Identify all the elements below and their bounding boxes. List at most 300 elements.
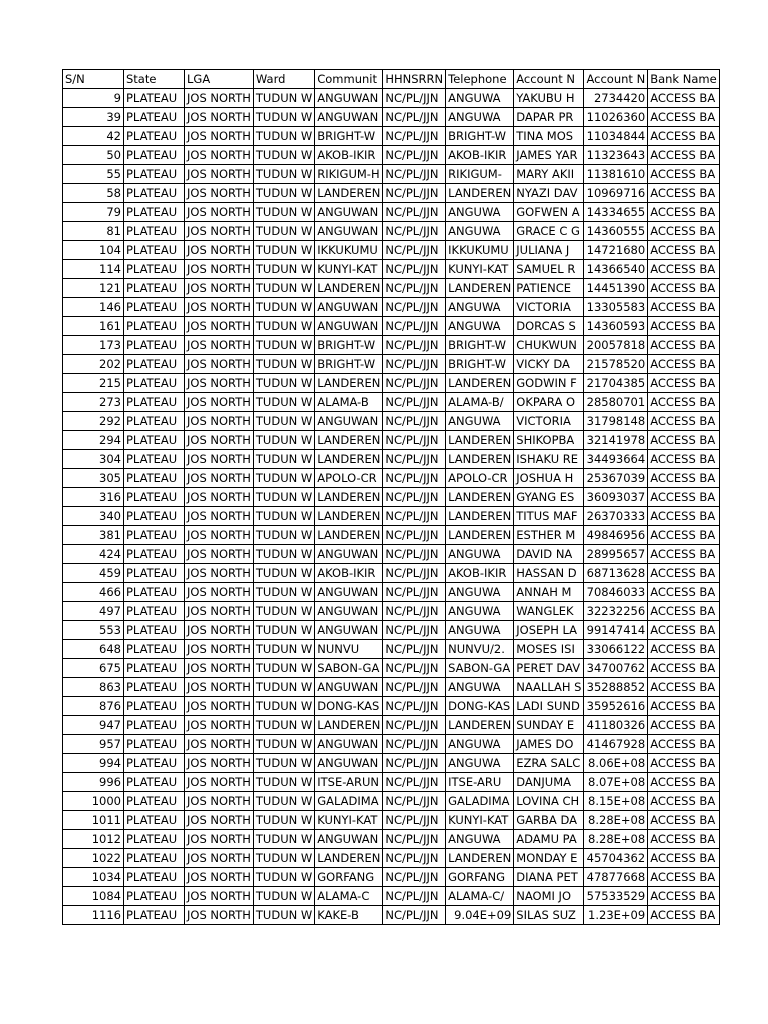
table-cell[interactable]: JOS NORTH [185,336,254,355]
table-cell[interactable]: ACCESS BA [648,526,719,545]
header-cell[interactable]: Account N [584,70,648,89]
table-cell[interactable]: 8.28E+08 [584,830,648,849]
table-cell[interactable]: 2734420 [584,89,648,108]
table-cell[interactable]: TUDUN W [253,336,314,355]
table-cell[interactable]: ACCESS BA [648,792,719,811]
table-cell[interactable]: LANDEREN [315,450,383,469]
table-cell[interactable]: NC/PL/JJN [383,583,446,602]
table-cell[interactable]: 876 [63,697,124,716]
table-cell[interactable]: NC/PL/JJN [383,241,446,260]
table-cell[interactable]: TUDUN W [253,165,314,184]
table-cell[interactable]: 11381610 [584,165,648,184]
table-cell[interactable]: SHIKOPBA [514,431,584,450]
table-cell[interactable]: SAMUEL R [514,260,584,279]
table-cell[interactable]: 1012 [63,830,124,849]
table-cell[interactable]: JOS NORTH [185,811,254,830]
table-cell[interactable]: TUDUN W [253,203,314,222]
table-cell[interactable]: 20057818 [584,336,648,355]
table-cell[interactable]: OKPARA O [514,393,584,412]
table-cell[interactable]: PLATEAU [124,260,185,279]
table-cell[interactable]: 161 [63,317,124,336]
table-cell[interactable]: PLATEAU [124,89,185,108]
table-cell[interactable]: NC/PL/JJN [383,526,446,545]
table-cell[interactable]: PLATEAU [124,640,185,659]
table-cell[interactable]: LADI SUND [514,697,584,716]
table-cell[interactable]: BRIGHT-W [446,336,514,355]
table-cell[interactable]: ACCESS BA [648,241,719,260]
table-cell[interactable]: NC/PL/JJN [383,792,446,811]
table-cell[interactable]: ACCESS BA [648,583,719,602]
table-cell[interactable]: GYANG ES [514,488,584,507]
header-cell[interactable]: Account N [514,70,584,89]
table-cell[interactable]: PLATEAU [124,412,185,431]
table-cell[interactable]: ACCESS BA [648,184,719,203]
table-cell[interactable]: 1.23E+09 [584,906,648,925]
table-cell[interactable]: IKKUKUMU [315,241,383,260]
table-cell[interactable]: LANDEREN [446,716,514,735]
table-cell[interactable]: 863 [63,678,124,697]
table-cell[interactable]: DAVID NA [514,545,584,564]
table-cell[interactable]: JOS NORTH [185,526,254,545]
table-cell[interactable]: DONG-KAS [446,697,514,716]
table-cell[interactable]: ACCESS BA [648,773,719,792]
table-cell[interactable]: 11026360 [584,108,648,127]
table-cell[interactable]: 14360555 [584,222,648,241]
table-cell[interactable]: ANGUWA [446,89,514,108]
table-cell[interactable]: 33066122 [584,640,648,659]
table-cell[interactable]: ACCESS BA [648,564,719,583]
table-cell[interactable]: 34493664 [584,450,648,469]
table-cell[interactable]: EZRA SALC [514,754,584,773]
table-cell[interactable]: ANGUWAN [315,317,383,336]
table-cell[interactable]: JOS NORTH [185,203,254,222]
table-cell[interactable]: NC/PL/JJN [383,830,446,849]
table-cell[interactable]: ACCESS BA [648,279,719,298]
table-cell[interactable]: ANGUWAN [315,602,383,621]
table-cell[interactable]: NC/PL/JJN [383,127,446,146]
table-cell[interactable]: 294 [63,431,124,450]
header-cell[interactable]: State [124,70,185,89]
table-cell[interactable]: GALADIMA [446,792,514,811]
table-cell[interactable]: NUNVU/2. [446,640,514,659]
table-cell[interactable]: JOS NORTH [185,773,254,792]
table-cell[interactable]: PLATEAU [124,431,185,450]
table-cell[interactable]: DONG-KAS [315,697,383,716]
table-cell[interactable]: 42 [63,127,124,146]
table-cell[interactable]: LANDEREN [446,507,514,526]
table-cell[interactable]: 14721680 [584,241,648,260]
table-cell[interactable]: ACCESS BA [648,393,719,412]
table-cell[interactable]: PLATEAU [124,849,185,868]
table-cell[interactable]: 273 [63,393,124,412]
table-cell[interactable]: ADAMU PA [514,830,584,849]
table-cell[interactable]: JOS NORTH [185,146,254,165]
table-cell[interactable]: SILAS SUZ [514,906,584,925]
table-cell[interactable]: JOS NORTH [185,659,254,678]
table-cell[interactable]: NC/PL/JJN [383,336,446,355]
table-cell[interactable]: NC/PL/JJN [383,89,446,108]
table-cell[interactable]: AKOB-IKIR [315,564,383,583]
table-cell[interactable]: JOSHUA H [514,469,584,488]
table-cell[interactable]: ANGUWAN [315,754,383,773]
table-cell[interactable]: BRIGHT-W [446,355,514,374]
table-cell[interactable]: TUDUN W [253,488,314,507]
table-cell[interactable]: JOSEPH LA [514,621,584,640]
table-cell[interactable]: ANGUWA [446,830,514,849]
table-cell[interactable]: PLATEAU [124,336,185,355]
table-cell[interactable]: ACCESS BA [648,602,719,621]
table-cell[interactable]: ANGUWAN [315,298,383,317]
table-cell[interactable]: 553 [63,621,124,640]
table-cell[interactable]: 47877668 [584,868,648,887]
table-cell[interactable]: LANDEREN [315,184,383,203]
table-cell[interactable]: LANDEREN [315,488,383,507]
table-cell[interactable]: LANDEREN [315,716,383,735]
table-cell[interactable]: ANGUWAN [315,222,383,241]
table-cell[interactable]: LANDEREN [446,374,514,393]
table-cell[interactable]: VICKY DA [514,355,584,374]
table-cell[interactable]: ANGUWA [446,735,514,754]
table-cell[interactable]: 11323643 [584,146,648,165]
table-cell[interactable]: TINA MOS [514,127,584,146]
table-cell[interactable]: ANGUWAN [315,621,383,640]
table-cell[interactable]: 34700762 [584,659,648,678]
table-cell[interactable]: NC/PL/JJN [383,640,446,659]
table-cell[interactable]: TUDUN W [253,678,314,697]
table-cell[interactable]: JOS NORTH [185,849,254,868]
table-cell[interactable]: NC/PL/JJN [383,659,446,678]
table-cell[interactable]: 14360593 [584,317,648,336]
table-cell[interactable]: TUDUN W [253,754,314,773]
table-cell[interactable]: 31798148 [584,412,648,431]
table-cell[interactable]: ANGUWAN [315,583,383,602]
table-cell[interactable]: TUDUN W [253,450,314,469]
table-cell[interactable]: LANDEREN [446,279,514,298]
table-cell[interactable]: ACCESS BA [648,127,719,146]
table-cell[interactable]: ALAMA-C [315,887,383,906]
table-cell[interactable]: LANDEREN [315,526,383,545]
table-cell[interactable]: TUDUN W [253,906,314,925]
table-cell[interactable]: TITUS MAF [514,507,584,526]
table-cell[interactable]: LANDEREN [315,431,383,450]
table-cell[interactable]: GORFANG [315,868,383,887]
table-cell[interactable]: 36093037 [584,488,648,507]
table-cell[interactable]: ACCESS BA [648,317,719,336]
table-cell[interactable]: PLATEAU [124,678,185,697]
table-cell[interactable]: SABON-GA [446,659,514,678]
table-cell[interactable]: ANGUWA [446,317,514,336]
table-cell[interactable]: ANGUWAN [315,678,383,697]
table-cell[interactable]: NC/PL/JJN [383,279,446,298]
table-cell[interactable]: DIANA PET [514,868,584,887]
table-cell[interactable]: NC/PL/JJN [383,488,446,507]
table-cell[interactable]: JOS NORTH [185,583,254,602]
table-cell[interactable]: 8.06E+08 [584,754,648,773]
header-cell[interactable]: Ward [253,70,314,89]
table-cell[interactable]: TUDUN W [253,830,314,849]
table-cell[interactable]: 68713628 [584,564,648,583]
table-cell[interactable]: TUDUN W [253,735,314,754]
table-cell[interactable]: 9 [63,89,124,108]
table-cell[interactable]: SUNDAY E [514,716,584,735]
table-cell[interactable]: MARY AKII [514,165,584,184]
table-cell[interactable]: LANDEREN [446,431,514,450]
table-cell[interactable]: TUDUN W [253,260,314,279]
table-cell[interactable]: TUDUN W [253,564,314,583]
table-cell[interactable]: PLATEAU [124,355,185,374]
table-cell[interactable]: 57533529 [584,887,648,906]
table-cell[interactable]: AKOB-IKIR [446,146,514,165]
table-cell[interactable]: ISHAKU RE [514,450,584,469]
table-cell[interactable]: PLATEAU [124,526,185,545]
table-cell[interactable]: TUDUN W [253,298,314,317]
table-cell[interactable]: NC/PL/JJN [383,735,446,754]
table-cell[interactable]: JOS NORTH [185,716,254,735]
table-cell[interactable]: NC/PL/JJN [383,697,446,716]
table-cell[interactable]: BRIGHT-W [446,127,514,146]
table-cell[interactable]: ACCESS BA [648,887,719,906]
table-cell[interactable]: PLATEAU [124,602,185,621]
table-cell[interactable]: 202 [63,355,124,374]
table-cell[interactable]: PLATEAU [124,773,185,792]
table-cell[interactable]: TUDUN W [253,887,314,906]
table-cell[interactable]: ACCESS BA [648,146,719,165]
table-cell[interactable]: 947 [63,716,124,735]
table-cell[interactable]: JOS NORTH [185,640,254,659]
table-cell[interactable]: JOS NORTH [185,507,254,526]
table-cell[interactable]: NC/PL/JJN [383,754,446,773]
table-cell[interactable]: TUDUN W [253,184,314,203]
table-cell[interactable]: PLATEAU [124,621,185,640]
table-cell[interactable]: PLATEAU [124,108,185,127]
table-cell[interactable]: ANGUWAN [315,735,383,754]
table-cell[interactable]: NC/PL/JJN [383,811,446,830]
table-cell[interactable]: NC/PL/JJN [383,868,446,887]
table-cell[interactable]: 35952616 [584,697,648,716]
table-cell[interactable]: 497 [63,602,124,621]
table-cell[interactable]: PLATEAU [124,127,185,146]
table-cell[interactable]: NC/PL/JJN [383,317,446,336]
table-cell[interactable]: KUNYI-KAT [315,260,383,279]
table-cell[interactable]: TUDUN W [253,431,314,450]
table-cell[interactable]: NC/PL/JJN [383,621,446,640]
table-cell[interactable]: 14334655 [584,203,648,222]
table-cell[interactable]: ANGUWAN [315,203,383,222]
table-cell[interactable]: PLATEAU [124,165,185,184]
table-cell[interactable]: WANGLEK [514,602,584,621]
table-cell[interactable]: PLATEAU [124,507,185,526]
table-cell[interactable]: JOS NORTH [185,89,254,108]
table-cell[interactable]: NC/PL/JJN [383,298,446,317]
table-cell[interactable]: NC/PL/JJN [383,716,446,735]
table-cell[interactable]: PLATEAU [124,393,185,412]
table-cell[interactable]: JOS NORTH [185,830,254,849]
table-cell[interactable]: JOS NORTH [185,754,254,773]
table-cell[interactable]: 996 [63,773,124,792]
table-cell[interactable]: ACCESS BA [648,165,719,184]
table-cell[interactable]: JOS NORTH [185,792,254,811]
table-cell[interactable]: ACCESS BA [648,469,719,488]
table-cell[interactable]: ANGUWA [446,203,514,222]
table-cell[interactable]: PLATEAU [124,146,185,165]
table-cell[interactable]: JOS NORTH [185,108,254,127]
table-cell[interactable]: TUDUN W [253,811,314,830]
table-cell[interactable]: DANJUMA [514,773,584,792]
table-cell[interactable]: ANGUWA [446,678,514,697]
table-cell[interactable]: JOS NORTH [185,735,254,754]
table-cell[interactable]: 340 [63,507,124,526]
table-cell[interactable]: ACCESS BA [648,621,719,640]
table-cell[interactable]: DORCAS S [514,317,584,336]
table-cell[interactable]: MOSES ISI [514,640,584,659]
table-cell[interactable]: JULIANA J [514,241,584,260]
table-cell[interactable]: 215 [63,374,124,393]
table-cell[interactable]: PLATEAU [124,241,185,260]
table-cell[interactable]: LANDEREN [446,849,514,868]
table-cell[interactable]: NC/PL/JJN [383,507,446,526]
table-cell[interactable]: ANGUWA [446,602,514,621]
table-cell[interactable]: 424 [63,545,124,564]
table-cell[interactable]: MONDAY E [514,849,584,868]
table-cell[interactable]: NC/PL/JJN [383,431,446,450]
table-cell[interactable]: JOS NORTH [185,127,254,146]
table-cell[interactable]: JOS NORTH [185,279,254,298]
table-cell[interactable]: 9.04E+09 [446,906,514,925]
table-cell[interactable]: ANGUWA [446,298,514,317]
table-cell[interactable]: CHUKWUN [514,336,584,355]
table-cell[interactable]: ACCESS BA [648,89,719,108]
table-cell[interactable]: 11034844 [584,127,648,146]
table-cell[interactable]: NC/PL/JJN [383,108,446,127]
table-cell[interactable]: 14451390 [584,279,648,298]
table-cell[interactable]: TUDUN W [253,507,314,526]
table-cell[interactable]: 45704362 [584,849,648,868]
table-cell[interactable]: PLATEAU [124,317,185,336]
table-cell[interactable]: ACCESS BA [648,488,719,507]
header-cell[interactable]: LGA [185,70,254,89]
table-cell[interactable]: PLATEAU [124,868,185,887]
table-cell[interactable]: NAOMI JO [514,887,584,906]
header-cell[interactable]: Telephone [446,70,514,89]
table-cell[interactable]: NC/PL/JJN [383,849,446,868]
table-cell[interactable]: RIKIGUM- [446,165,514,184]
table-cell[interactable]: LANDEREN [315,374,383,393]
table-cell[interactable]: JOS NORTH [185,393,254,412]
table-cell[interactable]: GARBA DA [514,811,584,830]
table-cell[interactable]: ACCESS BA [648,811,719,830]
table-cell[interactable]: 8.28E+08 [584,811,648,830]
table-cell[interactable]: 41180326 [584,716,648,735]
table-cell[interactable]: 10969716 [584,184,648,203]
table-cell[interactable]: PLATEAU [124,279,185,298]
table-cell[interactable]: LOVINA CH [514,792,584,811]
table-cell[interactable]: JOS NORTH [185,298,254,317]
table-cell[interactable]: TUDUN W [253,716,314,735]
table-cell[interactable]: 81 [63,222,124,241]
table-cell[interactable]: 50 [63,146,124,165]
table-cell[interactable]: 114 [63,260,124,279]
table-cell[interactable]: 1116 [63,906,124,925]
table-cell[interactable]: JOS NORTH [185,260,254,279]
table-cell[interactable]: 305 [63,469,124,488]
table-cell[interactable]: ACCESS BA [648,545,719,564]
table-cell[interactable]: ACCESS BA [648,754,719,773]
table-cell[interactable]: 1034 [63,868,124,887]
table-cell[interactable]: JAMES YAR [514,146,584,165]
table-cell[interactable]: PLATEAU [124,792,185,811]
table-cell[interactable]: ANGUWAN [315,412,383,431]
table-cell[interactable]: TUDUN W [253,621,314,640]
table-cell[interactable]: GORFANG [446,868,514,887]
table-cell[interactable]: ALAMA-B [315,393,383,412]
table-cell[interactable]: JOS NORTH [185,488,254,507]
table-cell[interactable]: 35288852 [584,678,648,697]
table-cell[interactable]: GOFWEN A [514,203,584,222]
table-cell[interactable]: 1084 [63,887,124,906]
table-cell[interactable]: ACCESS BA [648,830,719,849]
table-cell[interactable]: PLATEAU [124,545,185,564]
table-cell[interactable]: GALADIMA [315,792,383,811]
table-cell[interactable]: 26370333 [584,507,648,526]
table-cell[interactable]: JOS NORTH [185,887,254,906]
header-cell[interactable]: S/N [63,70,124,89]
table-cell[interactable]: ANGUWAN [315,108,383,127]
header-cell[interactable]: Bank Name [648,70,719,89]
table-cell[interactable]: TUDUN W [253,317,314,336]
table-cell[interactable]: ITSE-ARU [446,773,514,792]
table-cell[interactable]: KUNYI-KAT [446,811,514,830]
table-cell[interactable]: TUDUN W [253,659,314,678]
table-cell[interactable]: JOS NORTH [185,906,254,925]
table-cell[interactable]: TUDUN W [253,792,314,811]
table-cell[interactable]: JOS NORTH [185,355,254,374]
table-cell[interactable]: TUDUN W [253,279,314,298]
header-cell[interactable]: Communit [315,70,383,89]
table-cell[interactable]: 459 [63,564,124,583]
table-cell[interactable]: JOS NORTH [185,222,254,241]
table-cell[interactable]: ALAMA-C/ [446,887,514,906]
table-cell[interactable]: LANDEREN [315,507,383,526]
table-cell[interactable]: 58 [63,184,124,203]
table-cell[interactable]: 99147414 [584,621,648,640]
table-cell[interactable]: APOLO-CR [315,469,383,488]
table-cell[interactable]: 13305583 [584,298,648,317]
table-cell[interactable]: PLATEAU [124,716,185,735]
table-cell[interactable]: NUNVU [315,640,383,659]
table-cell[interactable]: 49846956 [584,526,648,545]
table-cell[interactable]: 121 [63,279,124,298]
table-cell[interactable]: NC/PL/JJN [383,469,446,488]
table-cell[interactable]: TUDUN W [253,697,314,716]
table-cell[interactable]: 648 [63,640,124,659]
table-cell[interactable]: ANGUWA [446,754,514,773]
table-cell[interactable]: ANNAH M [514,583,584,602]
table-cell[interactable]: ACCESS BA [648,716,719,735]
table-cell[interactable]: 32141978 [584,431,648,450]
table-cell[interactable]: 1011 [63,811,124,830]
table-cell[interactable]: GODWIN F [514,374,584,393]
table-cell[interactable]: PLATEAU [124,469,185,488]
table-cell[interactable]: KAKE-B [315,906,383,925]
table-cell[interactable]: TUDUN W [253,374,314,393]
table-cell[interactable]: PLATEAU [124,374,185,393]
table-cell[interactable]: NC/PL/JJN [383,203,446,222]
table-cell[interactable]: JOS NORTH [185,241,254,260]
table-cell[interactable]: ACCESS BA [648,678,719,697]
table-cell[interactable]: 8.15E+08 [584,792,648,811]
table-cell[interactable]: PLATEAU [124,184,185,203]
table-cell[interactable]: NC/PL/JJN [383,374,446,393]
